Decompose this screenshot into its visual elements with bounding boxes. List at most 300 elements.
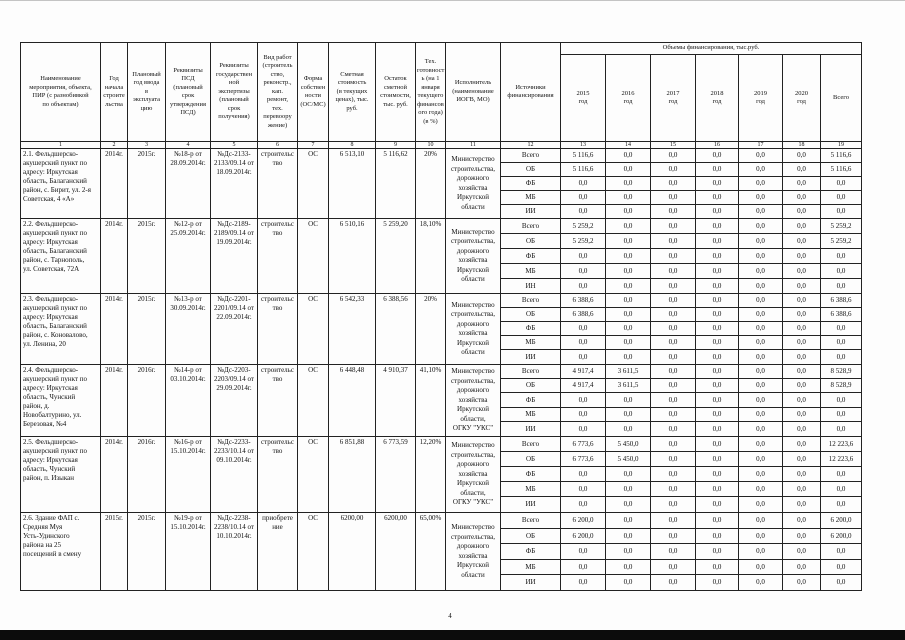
start-year-cell: 2014г. [101,294,128,365]
funding-2019-cell: 0,0 [739,336,783,350]
funding-2019-cell: 0,0 [739,408,783,422]
commission-year-cell: 2015г. [128,513,166,591]
funding-2019-cell: 0,0 [739,294,783,308]
funding-source-cell: МБ [501,191,561,205]
funding-2015-cell: 0,0 [561,264,606,279]
funding-2020-cell: 0,0 [783,497,821,513]
funding-total-cell: 0,0 [821,264,862,279]
header-year-2019: 2019 год [739,55,783,142]
table-header [21,43,862,149]
funding-2018-cell: 0,0 [696,322,739,336]
funding-source-cell: Всего [501,294,561,308]
funding-2017-cell: 0,0 [651,308,696,322]
funding-2020-cell: 0,0 [783,350,821,365]
remaining-cost-cell: 5 259,20 [376,219,416,294]
commission-year-cell: 2015г. [128,149,166,219]
funding-2015-cell: 6 773,6 [561,437,606,452]
funding-2015-cell: 0,0 [561,249,606,264]
column-number: 6 [258,142,298,149]
funding-2015-cell: 6 200,0 [561,513,606,529]
funding-2017-cell: 0,0 [651,322,696,336]
work-type-cell: строительс тво [258,437,298,513]
funding-2018-cell: 0,0 [696,205,739,219]
funding-total-cell: 8 528,9 [821,365,862,379]
start-year-cell: 2014г. [101,219,128,294]
funding-source-cell: МБ [501,408,561,422]
funding-source-cell: ОБ [501,452,561,467]
funding-source-cell: ФБ [501,467,561,482]
funding-source-cell: ОБ [501,529,561,544]
funding-2019-cell: 0,0 [739,219,783,234]
work-type-cell: строительс тво [258,365,298,437]
commission-year-cell: 2015г. [128,294,166,365]
remaining-cost-cell: 4 910,37 [376,365,416,437]
funding-total-cell: 0,0 [821,350,862,365]
funding-2016-cell: 0,0 [606,575,651,591]
funding-2018-cell: 0,0 [696,294,739,308]
readiness-cell: 65,00% [416,513,446,591]
funding-2017-cell: 0,0 [651,336,696,350]
funding-2019-cell: 0,0 [739,177,783,191]
funding-2017-cell: 0,0 [651,294,696,308]
funding-2018-cell: 0,0 [696,379,739,393]
funding-source-cell: ФБ [501,322,561,336]
column-number: 11 [446,142,501,149]
funding-2015-cell: 5 116,6 [561,149,606,163]
header-total: Всего [821,55,862,142]
funding-2016-cell: 0,0 [606,350,651,365]
funding-2017-cell: 0,0 [651,437,696,452]
funding-total-cell: 6 388,6 [821,308,862,322]
funding-2018-cell: 0,0 [696,467,739,482]
funding-source-cell: Всего [501,513,561,529]
funding-2020-cell: 0,0 [783,560,821,575]
funding-2015-cell: 5 259,2 [561,234,606,249]
funding-2020-cell: 0,0 [783,191,821,205]
header-funding-source: Источники финансирования [501,43,561,142]
psd-cell: №18-р от 28.09.2014г. [166,149,211,219]
funding-source-cell: ФБ [501,249,561,264]
funding-2015-cell: 0,0 [561,205,606,219]
funding-source-cell: МБ [501,336,561,350]
estimated-cost-cell: 6 851,88 [329,437,376,513]
psd-cell: №16-р от 15.10.2014г. [166,437,211,513]
funding-row [21,437,862,452]
funding-2017-cell: 0,0 [651,219,696,234]
ownership-cell: ОС [298,149,329,219]
funding-2017-cell: 0,0 [651,422,696,437]
funding-2015-cell: 0,0 [561,191,606,205]
funding-row [21,365,862,379]
ownership-cell: ОС [298,219,329,294]
column-number: 1 [21,142,101,149]
funding-2020-cell: 0,0 [783,513,821,529]
header-year-2017: 2017 год [651,55,696,142]
funding-2020-cell: 0,0 [783,393,821,408]
funding-source-cell: Всего [501,365,561,379]
funding-2019-cell: 0,0 [739,163,783,177]
funding-2019-cell: 0,0 [739,544,783,560]
funding-total-cell: 0,0 [821,393,862,408]
funding-2019-cell: 0,0 [739,482,783,497]
funding-row [21,219,862,234]
funding-2018-cell: 0,0 [696,482,739,497]
executor-cell: Министерство строительства, дорожного хозяйства Иркутской области [446,149,501,219]
object-name-cell: 2.6. Здание ФАП с. Средняя Муя Усть-Удинского района на 25 посещений в смену [21,513,101,591]
column-number: 8 [329,142,376,149]
funding-2017-cell: 0,0 [651,234,696,249]
funding-total-cell: 5 116,6 [821,163,862,177]
funding-2019-cell: 0,0 [739,308,783,322]
funding-2020-cell: 0,0 [783,575,821,591]
funding-2019-cell: 0,0 [739,575,783,591]
funding-2016-cell: 0,0 [606,191,651,205]
funding-2018-cell: 0,0 [696,408,739,422]
funding-2018-cell: 0,0 [696,544,739,560]
funding-2016-cell: 0,0 [606,482,651,497]
funding-source-cell: ОБ [501,379,561,393]
funding-2015-cell: 4 917,4 [561,379,606,393]
funding-2016-cell: 0,0 [606,163,651,177]
funding-2015-cell: 0,0 [561,177,606,191]
funding-2019-cell: 0,0 [739,497,783,513]
funding-2016-cell: 0,0 [606,497,651,513]
funding-2015-cell: 0,0 [561,422,606,437]
funding-2015-cell: 6 200,0 [561,529,606,544]
executor-cell: Министерство строительства, дорожного хозяйства Иркутской области [446,513,501,591]
column-number: 3 [128,142,166,149]
funding-2017-cell: 0,0 [651,279,696,294]
funding-source-cell: МБ [501,264,561,279]
funding-2017-cell: 0,0 [651,513,696,529]
funding-2016-cell: 5 450,0 [606,437,651,452]
funding-2017-cell: 0,0 [651,560,696,575]
funding-2018-cell: 0,0 [696,452,739,467]
funding-total-cell: 0,0 [821,422,862,437]
funding-2018-cell: 0,0 [696,393,739,408]
executor-cell: Министерство строительства, дорожного хозяйства Иркутской области, ОГКУ "УКС" [446,365,501,437]
funding-2020-cell: 0,0 [783,365,821,379]
funding-2015-cell: 0,0 [561,575,606,591]
funding-2017-cell: 0,0 [651,264,696,279]
funding-2016-cell: 0,0 [606,422,651,437]
funding-total-cell: 5 116,6 [821,149,862,163]
funding-total-cell: 0,0 [821,544,862,560]
funding-2016-cell: 0,0 [606,234,651,249]
remaining-cost-cell: 6 388,56 [376,294,416,365]
funding-2016-cell: 0,0 [606,279,651,294]
funding-2019-cell: 0,0 [739,264,783,279]
header-remaining-cost: Остаток сметной стоимости, тыс. руб. [376,43,416,142]
funding-2018-cell: 0,0 [696,560,739,575]
expertise-cell: №Дс-2133- 2133/09.14 от 18.09.2014г. [211,149,258,219]
funding-source-cell: ИН [501,279,561,294]
funding-2020-cell: 0,0 [783,336,821,350]
funding-source-cell: ИИ [501,350,561,365]
funding-2019-cell: 0,0 [739,350,783,365]
funding-2017-cell: 0,0 [651,350,696,365]
readiness-cell: 20% [416,294,446,365]
funding-2015-cell: 0,0 [561,336,606,350]
funding-2015-cell: 5 116,6 [561,163,606,177]
funding-2020-cell: 0,0 [783,529,821,544]
funding-2020-cell: 0,0 [783,163,821,177]
readiness-cell: 18,10% [416,219,446,294]
start-year-cell: 2014г. [101,149,128,219]
funding-2019-cell: 0,0 [739,249,783,264]
column-number: 9 [376,142,416,149]
funding-2019-cell: 0,0 [739,234,783,249]
work-type-cell: строительс тво [258,149,298,219]
funding-2020-cell: 0,0 [783,205,821,219]
funding-source-cell: МБ [501,560,561,575]
funding-source-cell: ФБ [501,393,561,408]
funding-2017-cell: 0,0 [651,163,696,177]
funding-2018-cell: 0,0 [696,529,739,544]
funding-total-cell: 6 388,6 [821,294,862,308]
header-estimated-cost: Сметная стоимость (в текущих ценах), тыс. руб. [329,43,376,142]
funding-total-cell: 6 200,0 [821,513,862,529]
funding-source-cell: ОБ [501,163,561,177]
funding-2016-cell: 0,0 [606,513,651,529]
funding-2018-cell: 0,0 [696,264,739,279]
funding-table [20,42,862,591]
funding-2016-cell: 0,0 [606,529,651,544]
funding-2016-cell: 0,0 [606,336,651,350]
funding-total-cell: 0,0 [821,322,862,336]
funding-2019-cell: 0,0 [739,437,783,452]
funding-source-cell: ИИ [501,575,561,591]
estimated-cost-cell: 6 513,10 [329,149,376,219]
funding-2020-cell: 0,0 [783,452,821,467]
funding-2015-cell: 0,0 [561,497,606,513]
funding-2019-cell: 0,0 [739,529,783,544]
expertise-cell: №Дс-2238- 2238/10.14 от 10.10.2014г. [211,513,258,591]
funding-2015-cell: 5 259,2 [561,219,606,234]
funding-total-cell: 0,0 [821,249,862,264]
funding-2017-cell: 0,0 [651,191,696,205]
executor-cell: Министерство строительства, дорожного хозяйства Иркутской области [446,219,501,294]
expertise-cell: №Дс-2233- 2233/10.14 от 09.10.2014г. [211,437,258,513]
funding-2017-cell: 0,0 [651,452,696,467]
column-number: 17 [739,142,783,149]
funding-total-cell: 0,0 [821,205,862,219]
header-commission-year: Плановый год ввода в эксплуата цию [128,43,166,142]
commission-year-cell: 2016г. [128,437,166,513]
funding-source-cell: ОБ [501,308,561,322]
object-name-cell: 2.1. Фельдшерско- акушерский пункт по адресу: Иркутская область, Балаганский район, с. Бирит, ул. 2-я Советская, 4 «А» [21,149,101,219]
funding-total-cell: 0,0 [821,408,862,422]
funding-2017-cell: 0,0 [651,529,696,544]
funding-2018-cell: 0,0 [696,234,739,249]
readiness-cell: 41,10% [416,365,446,437]
funding-2017-cell: 0,0 [651,408,696,422]
funding-2016-cell: 3 611,5 [606,379,651,393]
executor-cell: Министерство строительства, дорожного хозяйства Иркутской области, ОГКУ "УКС" [446,437,501,513]
funding-2018-cell: 0,0 [696,365,739,379]
object-name-cell: 2.5. Фельдшерско- акушерский пункт по адресу: Иркутская область, Чунский район, п. Изыкан [21,437,101,513]
funding-2017-cell: 0,0 [651,379,696,393]
funding-total-cell: 0,0 [821,191,862,205]
funding-source-cell: ИИ [501,205,561,219]
funding-row [21,513,862,529]
column-number: 2 [101,142,128,149]
funding-2020-cell: 0,0 [783,219,821,234]
funding-2018-cell: 0,0 [696,336,739,350]
work-type-cell: строительс тво [258,219,298,294]
funding-2020-cell: 0,0 [783,408,821,422]
funding-2015-cell: 0,0 [561,322,606,336]
funding-2020-cell: 0,0 [783,437,821,452]
funding-total-cell: 0,0 [821,560,862,575]
funding-2019-cell: 0,0 [739,279,783,294]
readiness-cell: 12,20% [416,437,446,513]
scan-bottom-band [0,630,905,640]
funding-2018-cell: 0,0 [696,575,739,591]
funding-2019-cell: 0,0 [739,467,783,482]
funding-2015-cell: 6 773,6 [561,452,606,467]
funding-2019-cell: 0,0 [739,365,783,379]
object-name-cell: 2.4. Фельдшерско- акушерский пункт по адресу: Иркутская область, Чунский район, д. Новобалтурино, ул. Березовая, №4 [21,365,101,437]
psd-cell: №14-р от 03.10.2014г. [166,365,211,437]
funding-2020-cell: 0,0 [783,308,821,322]
header-psd: Реквизиты ПСД (плановый срок утверждения ПСД) [166,43,211,142]
funding-2017-cell: 0,0 [651,365,696,379]
column-number: 4 [166,142,211,149]
column-number: 19 [821,142,862,149]
expertise-cell: №Дс-2203- 2203/09.14 от 29.09.2014г. [211,365,258,437]
header-expertise: Реквизиты государствен ной экспертизы (плановый срок получения) [211,43,258,142]
funding-2017-cell: 0,0 [651,482,696,497]
ownership-cell: ОС [298,365,329,437]
funding-source-cell: ИИ [501,497,561,513]
funding-2019-cell: 0,0 [739,322,783,336]
funding-2016-cell: 3 611,5 [606,365,651,379]
scan-top-edge [0,0,905,1]
readiness-cell: 20% [416,149,446,219]
start-year-cell: 2014г. [101,365,128,437]
funding-source-cell: Всего [501,437,561,452]
header-year-2020: 2020 год [783,55,821,142]
estimated-cost-cell: 6 542,33 [329,294,376,365]
funding-2017-cell: 0,0 [651,467,696,482]
funding-2015-cell: 4 917,4 [561,365,606,379]
funding-2015-cell: 0,0 [561,467,606,482]
funding-source-cell: Всего [501,149,561,163]
funding-2019-cell: 0,0 [739,452,783,467]
funding-row [21,294,862,308]
header-start-year: Год начала строите льства [101,43,128,142]
commission-year-cell: 2015г. [128,219,166,294]
column-number: 14 [606,142,651,149]
ownership-cell: ОС [298,294,329,365]
funding-2020-cell: 0,0 [783,544,821,560]
funding-total-cell: 5 259,2 [821,219,862,234]
psd-cell: №12-р от 25.09.2014г. [166,219,211,294]
funding-2018-cell: 0,0 [696,422,739,437]
funding-2016-cell: 0,0 [606,294,651,308]
header-work-type: Вид работ (строитель ство, реконстр., кап. ремонт, тех. перевоору жение) [258,43,298,142]
column-number: 15 [651,142,696,149]
funding-2015-cell: 0,0 [561,408,606,422]
funding-2018-cell: 0,0 [696,163,739,177]
funding-2015-cell: 0,0 [561,482,606,497]
work-type-cell: приобрете ние [258,513,298,591]
header-readiness: Тех. готовност ь (на 1 января текущего финансов ого года) (в %) [416,43,446,142]
estimated-cost-cell: 6 510,16 [329,219,376,294]
funding-total-cell: 6 200,0 [821,529,862,544]
funding-2017-cell: 0,0 [651,393,696,408]
funding-2016-cell: 0,0 [606,264,651,279]
funding-2016-cell: 0,0 [606,560,651,575]
funding-total-cell: 5 259,2 [821,234,862,249]
header-year-2018: 2018 год [696,55,739,142]
funding-2019-cell: 0,0 [739,205,783,219]
funding-2018-cell: 0,0 [696,177,739,191]
funding-2020-cell: 0,0 [783,249,821,264]
funding-2018-cell: 0,0 [696,497,739,513]
column-number: 13 [561,142,606,149]
funding-2016-cell: 0,0 [606,308,651,322]
funding-total-cell: 0,0 [821,497,862,513]
funding-2015-cell: 6 388,6 [561,308,606,322]
funding-2020-cell: 0,0 [783,279,821,294]
funding-total-cell: 8 528,9 [821,379,862,393]
estimated-cost-cell: 6200,00 [329,513,376,591]
funding-2018-cell: 0,0 [696,513,739,529]
funding-source-cell: Всего [501,219,561,234]
psd-cell: №19-р от 15.10.2014г. [166,513,211,591]
remaining-cost-cell: 6200,00 [376,513,416,591]
funding-row [21,149,862,163]
funding-2015-cell: 0,0 [561,350,606,365]
funding-2020-cell: 0,0 [783,294,821,308]
funding-2016-cell: 0,0 [606,467,651,482]
column-number: 5 [211,142,258,149]
funding-2020-cell: 0,0 [783,467,821,482]
expertise-cell: №Дс-2201- 2201/09.14 от 22.09.2014г. [211,294,258,365]
funding-2017-cell: 0,0 [651,177,696,191]
funding-2020-cell: 0,0 [783,322,821,336]
funding-total-cell: 0,0 [821,279,862,294]
start-year-cell: 2015г. [101,513,128,591]
funding-2017-cell: 0,0 [651,544,696,560]
funding-2019-cell: 0,0 [739,513,783,529]
funding-2018-cell: 0,0 [696,437,739,452]
table-body [21,149,862,591]
column-number: 10 [416,142,446,149]
funding-2017-cell: 0,0 [651,497,696,513]
funding-2020-cell: 0,0 [783,149,821,163]
funding-2015-cell: 0,0 [561,560,606,575]
funding-total-cell: 12 223,6 [821,437,862,452]
funding-total-cell: 12 223,6 [821,452,862,467]
funding-total-cell: 0,0 [821,482,862,497]
funding-2019-cell: 0,0 [739,149,783,163]
header-executor: Исполнитель (наименование ИОГВ, МО) [446,43,501,142]
column-number: 16 [696,142,739,149]
funding-2018-cell: 0,0 [696,149,739,163]
funding-total-cell: 0,0 [821,177,862,191]
page-number: 4 [448,612,452,620]
funding-2020-cell: 0,0 [783,482,821,497]
funding-2016-cell: 0,0 [606,149,651,163]
funding-total-cell: 0,0 [821,575,862,591]
funding-2018-cell: 0,0 [696,350,739,365]
executor-cell: Министерство строительства, дорожного хозяйства Иркутской области [446,294,501,365]
remaining-cost-cell: 5 116,62 [376,149,416,219]
funding-2016-cell: 0,0 [606,249,651,264]
